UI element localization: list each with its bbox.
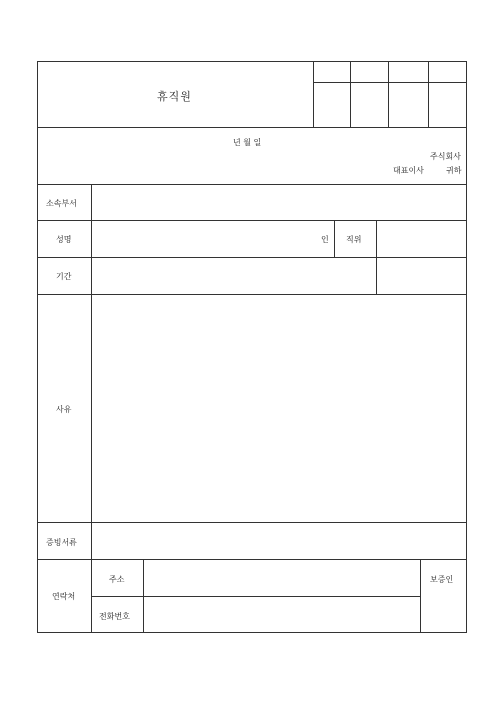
approval-sign-cell-3[interactable] [389, 83, 428, 127]
guarantor-field[interactable] [421, 586, 466, 632]
addressee-honorific: 귀하 [446, 166, 462, 175]
approval-sign-cell-4[interactable] [429, 83, 466, 127]
approval-header-cell-2[interactable] [351, 62, 388, 82]
addressee-role: 대표이사 [393, 166, 424, 175]
address-field[interactable] [144, 560, 420, 596]
position-label: 직위 [346, 235, 362, 244]
period-label: 기간 [56, 272, 72, 281]
documents-field[interactable] [92, 523, 466, 559]
reason-field[interactable] [92, 295, 466, 522]
department-label: 소속부서 [46, 199, 77, 208]
form-title: 휴직원 [157, 90, 192, 103]
approval-sign-cell-1[interactable] [314, 83, 350, 127]
period-extra-field[interactable] [377, 258, 466, 294]
date-line: 년 월 일 [233, 138, 262, 147]
seal-mark: 인 [321, 235, 329, 244]
documents-label: 증빙서류 [46, 538, 77, 547]
approval-sign-cell-2[interactable] [351, 83, 388, 127]
name-label: 성명 [56, 235, 72, 244]
approval-header-cell-4[interactable] [429, 62, 466, 82]
department-field[interactable] [92, 185, 466, 220]
approval-header-cell-3[interactable] [389, 62, 428, 82]
guarantor-label: 보증인 [430, 575, 454, 584]
approval-header-cell-1[interactable] [314, 62, 350, 82]
company-label: 주식회사 [430, 152, 461, 161]
position-label-left-border [334, 220, 335, 257]
period-field[interactable] [92, 258, 376, 294]
reason-label: 사유 [56, 405, 72, 414]
title-row-divider [37, 127, 467, 128]
contact-label: 연락처 [52, 592, 76, 601]
phone-label: 전화번호 [99, 612, 130, 621]
name-field[interactable] [92, 221, 318, 257]
phone-field[interactable] [144, 597, 420, 632]
position-field[interactable] [377, 221, 466, 257]
address-label: 주소 [109, 575, 125, 584]
